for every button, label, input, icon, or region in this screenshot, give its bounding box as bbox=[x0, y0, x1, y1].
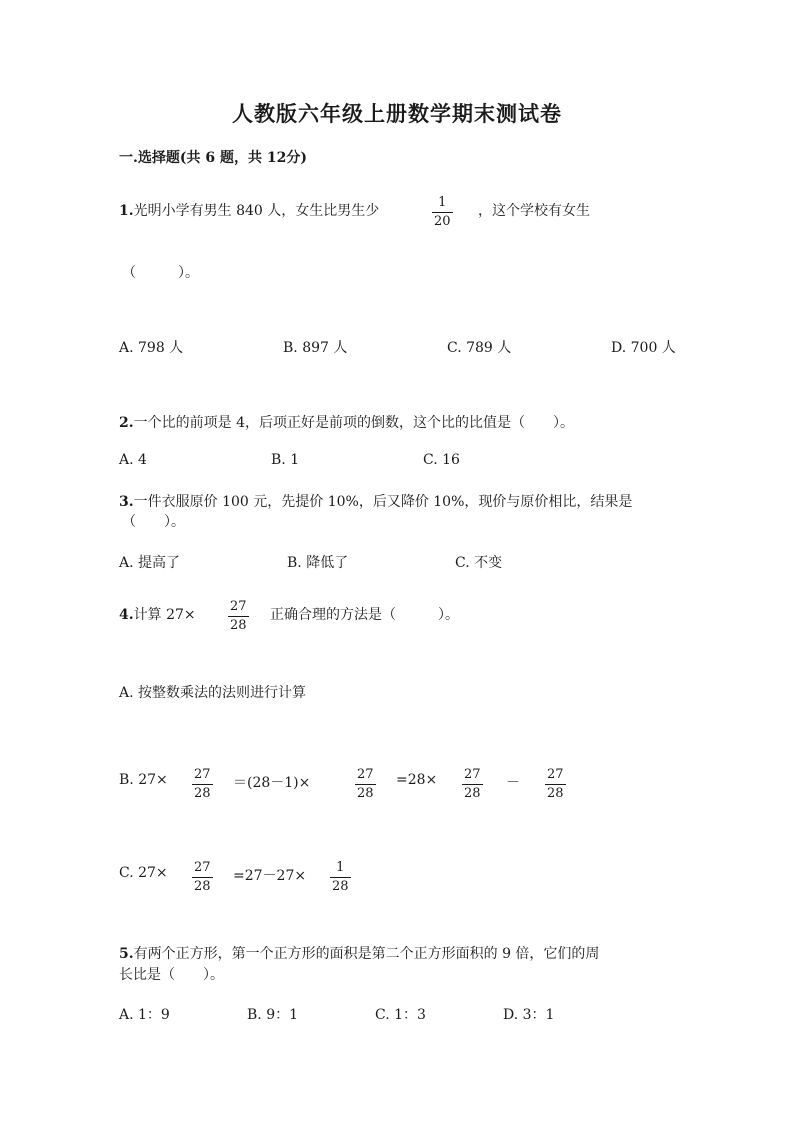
fraction-numerator: 27 bbox=[357, 767, 374, 782]
question-number: 4. bbox=[119, 607, 134, 623]
question-text: 有两个正方形，第一个正方形的面积是第二个正方形面积的 9 倍，它们的周 bbox=[133, 946, 600, 962]
fraction bbox=[192, 860, 213, 895]
option-b: B. 9：1 bbox=[247, 1007, 299, 1023]
option-c: C. 16 bbox=[423, 452, 460, 468]
fraction-bar bbox=[228, 616, 249, 617]
fraction bbox=[355, 767, 376, 802]
question-text: 计算 27× bbox=[133, 607, 196, 623]
expression-part: =28× bbox=[396, 772, 438, 788]
fraction-numerator: 27 bbox=[464, 767, 481, 782]
fraction-bar bbox=[355, 784, 376, 785]
fraction-bar bbox=[545, 784, 566, 785]
option-c: C. 不变 bbox=[455, 555, 503, 571]
fraction-denominator: 28 bbox=[194, 879, 211, 894]
option-a: A. 提高了 bbox=[119, 555, 181, 571]
fraction bbox=[432, 195, 453, 230]
question-number: 3. bbox=[119, 494, 134, 510]
answer-blank: （ ）。 bbox=[122, 514, 185, 530]
fraction-denominator: 28 bbox=[230, 618, 247, 633]
fraction-bar bbox=[192, 877, 213, 878]
fraction-numerator: 27 bbox=[547, 767, 564, 782]
fraction bbox=[192, 767, 213, 802]
option-c: C. 789 人 bbox=[447, 340, 512, 356]
fraction-denominator: 28 bbox=[464, 786, 481, 801]
expression-part: =27－27× bbox=[233, 868, 307, 884]
fraction-bar bbox=[330, 877, 351, 878]
question-5-line-1 bbox=[119, 943, 599, 963]
option-c: C. 27× bbox=[119, 865, 168, 881]
question-text: 长比是（ ）。 bbox=[119, 967, 224, 983]
question-text: 正确合理的方法是（ ）。 bbox=[270, 607, 459, 623]
option-b: B. 897 人 bbox=[283, 340, 348, 356]
fraction-numerator: 1 bbox=[336, 860, 345, 875]
question-text: 一个比的前项是 4，后项正好是前项的倒数，这个比的比值是（ ）。 bbox=[133, 415, 574, 431]
question-1-line-1 bbox=[119, 200, 379, 220]
question-3-line-1 bbox=[119, 491, 632, 511]
fraction bbox=[545, 767, 566, 802]
fraction-denominator: 28 bbox=[547, 786, 564, 801]
question-number: 1. bbox=[119, 203, 134, 219]
expression-part: ＝(28－1)× bbox=[233, 775, 311, 791]
fraction-denominator: 28 bbox=[332, 879, 349, 894]
question-number: 2. bbox=[119, 415, 134, 431]
fraction-denominator: 28 bbox=[357, 786, 374, 801]
option-d: D. 3：1 bbox=[503, 1007, 555, 1023]
fraction-denominator: 20 bbox=[434, 214, 451, 229]
option-a: A. 4 bbox=[119, 452, 147, 468]
fraction-numerator: 1 bbox=[438, 195, 447, 210]
fraction-bar bbox=[432, 212, 453, 213]
fraction-numerator: 27 bbox=[230, 599, 247, 614]
fraction-numerator: 27 bbox=[194, 767, 211, 782]
section-heading: 一.选择题(共 6 题，共 12分) bbox=[119, 150, 307, 166]
question-4-line-1 bbox=[119, 604, 196, 624]
fraction bbox=[462, 767, 483, 802]
question-text: ，这个学校有女生 bbox=[478, 203, 590, 219]
fraction-bar bbox=[192, 784, 213, 785]
option-c: C. 1：3 bbox=[375, 1007, 426, 1023]
option-a: A. 1：9 bbox=[119, 1007, 170, 1023]
option-d: D. 700 人 bbox=[611, 340, 676, 356]
fraction bbox=[228, 599, 249, 634]
option-b: B. 降低了 bbox=[287, 555, 349, 571]
question-2-line bbox=[119, 412, 574, 432]
fraction bbox=[330, 860, 351, 895]
question-text: 光明小学有男生 840 人，女生比男生少 bbox=[133, 203, 380, 219]
fraction-denominator: 28 bbox=[194, 786, 211, 801]
option-a: A. 按整数乘法的法则进行计算 bbox=[119, 685, 307, 701]
fraction-numerator: 27 bbox=[194, 860, 211, 875]
expression-part: － bbox=[506, 775, 520, 791]
option-b: B. 1 bbox=[271, 452, 300, 468]
question-text: 一件衣服原价 100 元，先提价 10%，后又降价 10%，现价与原价相比，结果是 bbox=[133, 494, 633, 510]
page-title: 人教版六年级上册数学期末测试卷 bbox=[232, 101, 562, 126]
answer-blank: （ ）。 bbox=[122, 265, 199, 281]
option-b: B. 27× bbox=[119, 772, 168, 788]
question-number: 5. bbox=[119, 946, 134, 962]
fraction-bar bbox=[462, 784, 483, 785]
option-a: A. 798 人 bbox=[119, 340, 184, 356]
